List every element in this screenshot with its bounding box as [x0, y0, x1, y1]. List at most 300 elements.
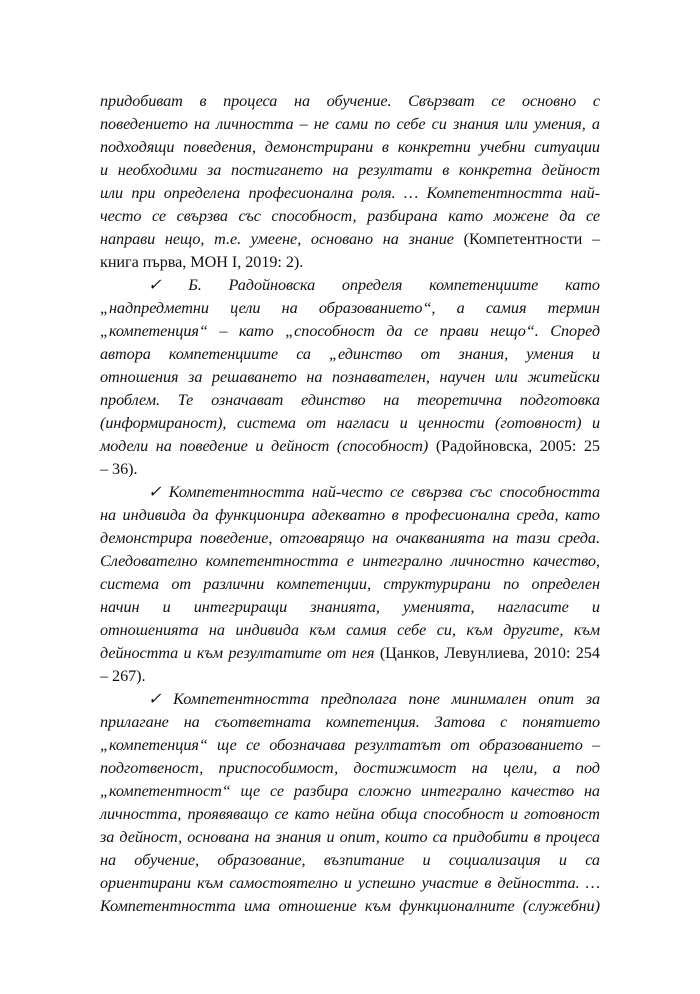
word: интегриращи [193, 598, 288, 616]
word: процеса [545, 828, 600, 846]
word: (Компетентности [463, 230, 583, 248]
word: на [155, 437, 172, 455]
word: – [591, 736, 600, 754]
word: понятието [522, 713, 600, 731]
word: резултатът [354, 736, 441, 754]
word: означават [211, 391, 284, 409]
word: участие [421, 874, 479, 892]
word: към [573, 621, 600, 639]
word: а [591, 115, 600, 133]
word: „компетенция“ [100, 322, 208, 340]
word: или [504, 115, 528, 133]
word: на [583, 782, 600, 800]
text-line [100, 90, 600, 113]
word: в [533, 828, 541, 846]
word: като [448, 207, 484, 225]
word: личността [216, 115, 294, 133]
word: единство [301, 391, 366, 409]
word: от [450, 736, 470, 754]
word: приспособимост, [218, 759, 339, 777]
word: компетенциите [429, 276, 539, 294]
word: система [100, 575, 160, 593]
word: на [471, 759, 488, 777]
word: „единство [329, 345, 403, 363]
word: структурирани [383, 575, 491, 593]
word: прави [439, 322, 479, 340]
word: 2005: [539, 437, 577, 455]
word: поведение [179, 437, 248, 455]
text-line [100, 757, 600, 780]
text-line [100, 780, 600, 803]
word: образованието“, [318, 299, 436, 317]
word: знанията, [310, 598, 380, 616]
word: не [313, 115, 329, 133]
word: познавателен, [331, 368, 430, 386]
word: придобити [452, 828, 529, 846]
word: на [332, 161, 349, 179]
word: Те [177, 391, 194, 409]
word: социализация [448, 851, 541, 869]
text-line [100, 458, 600, 481]
word: процеса [223, 92, 278, 110]
word: на [208, 621, 225, 639]
word: да [192, 506, 209, 524]
text-line [100, 573, 600, 596]
checkmark-icon: ✓ [148, 276, 162, 294]
word: „компетентност“ [100, 782, 231, 800]
text-line [100, 872, 600, 895]
text-line [100, 895, 600, 918]
word: нещо, [164, 230, 205, 248]
word: можене [493, 207, 549, 225]
word: – [100, 667, 109, 685]
word: I, [231, 253, 242, 271]
body-text [100, 90, 600, 918]
text-line [100, 734, 600, 757]
text-line [100, 803, 600, 826]
word: решаването [211, 368, 297, 386]
word: (служебни) [522, 897, 600, 915]
word: най- [570, 184, 600, 202]
word: от [420, 345, 441, 363]
word: се [270, 782, 285, 800]
word: Компетентността [168, 483, 305, 501]
word: … [403, 184, 419, 202]
word: под [575, 759, 600, 777]
text-line [100, 366, 600, 389]
word: личността, [100, 805, 182, 823]
text-line [100, 596, 600, 619]
word: и [343, 874, 352, 892]
text-line [100, 826, 600, 849]
word: нея [351, 644, 375, 662]
word: книга [100, 253, 139, 271]
word: на [293, 92, 310, 110]
word: дейността [100, 644, 179, 662]
text-line [100, 711, 600, 734]
word: функционалните [399, 897, 515, 915]
word: към [364, 897, 391, 915]
word: в [484, 874, 492, 892]
word: опит, [339, 828, 380, 846]
word: (информираност), [100, 414, 227, 432]
word: Затова [434, 713, 486, 731]
word: дейност [271, 437, 330, 455]
word: е [346, 552, 354, 570]
word: обозначава [269, 736, 346, 754]
word: на [383, 391, 400, 409]
word: към [466, 621, 493, 639]
word: са [296, 345, 311, 363]
word: Компетентността [426, 184, 563, 202]
word: резултати [358, 161, 433, 179]
word: готовност [524, 805, 600, 823]
word: на [194, 115, 211, 133]
word: дейност [541, 161, 600, 179]
word: поведения, [183, 138, 256, 156]
text-line [100, 297, 600, 320]
word: като [565, 276, 600, 294]
word: основана [187, 828, 250, 846]
word: често [100, 207, 142, 225]
word: интегрално [421, 782, 502, 800]
word: самостоятелно [229, 874, 338, 892]
text-line [100, 228, 600, 251]
word: и [100, 161, 109, 179]
word: се [491, 92, 506, 110]
word: достижимост [353, 759, 457, 777]
word: термин [547, 299, 600, 317]
word: обща [380, 805, 418, 823]
word: – [299, 115, 308, 133]
word: успешно [357, 874, 416, 892]
word: научен [439, 368, 486, 386]
word: система [236, 414, 296, 432]
word: самия [485, 299, 527, 317]
word: от [306, 414, 327, 432]
word: и [591, 598, 600, 616]
word: адекватно [311, 506, 386, 524]
word: подходящи [100, 138, 175, 156]
word: отношение [278, 897, 357, 915]
word: подготовка [519, 391, 600, 409]
word: компетенциите [168, 345, 279, 363]
text-line [100, 527, 600, 550]
word: проявяващо [187, 805, 269, 823]
word: поне [408, 690, 440, 708]
word: нейна [335, 805, 375, 823]
word: различни [203, 575, 265, 593]
word: начин [100, 598, 140, 616]
word: (способност) [336, 437, 429, 455]
word: и [558, 851, 567, 869]
word: теоретична [417, 391, 503, 409]
word: дейността. [497, 874, 580, 892]
word: житейски [527, 368, 600, 386]
checkmark-icon: ✓ [148, 483, 162, 501]
word: с [500, 713, 508, 731]
word: способност [423, 805, 504, 823]
word: цели, [503, 759, 538, 777]
word: ще [240, 782, 261, 800]
word: роля. [361, 184, 396, 202]
word: знание [408, 230, 454, 248]
word: нагласи [336, 414, 390, 432]
word: способност, [271, 207, 357, 225]
word: към [197, 874, 224, 892]
word: са [432, 828, 448, 846]
word: опит [538, 690, 575, 708]
word: умения, [534, 115, 586, 133]
word: нещо“. [490, 322, 539, 340]
word: се [585, 207, 600, 225]
word: на [281, 299, 298, 317]
text-line [100, 412, 600, 435]
word: Според [550, 322, 600, 340]
word: се [151, 207, 167, 225]
text-line [100, 504, 600, 527]
word: и [255, 437, 264, 455]
word: умения [526, 345, 574, 363]
word: себе [396, 115, 426, 133]
word: на [382, 230, 399, 248]
word: ще [217, 736, 237, 754]
word: качество, [532, 552, 600, 570]
word: необходими [117, 161, 198, 179]
text-line [100, 320, 600, 343]
word: самия [346, 621, 387, 639]
word: Б. [188, 276, 202, 294]
word: и [326, 828, 335, 846]
word: подготвеност, [100, 759, 204, 777]
word: възпитание [323, 851, 405, 869]
word: си, [436, 621, 456, 639]
word: ситуации [534, 138, 600, 156]
word: проблем. [100, 391, 161, 409]
text-line [100, 159, 600, 182]
word: определен [531, 575, 600, 593]
word: конкретни [397, 138, 471, 156]
word: в [391, 506, 399, 524]
word: а [456, 299, 465, 317]
word: ориентирани [100, 874, 192, 892]
word: образованието [479, 736, 583, 754]
word: по [503, 575, 520, 593]
word: обучение, [134, 851, 200, 869]
word: Радойновска [228, 276, 316, 294]
word: – [219, 322, 228, 340]
text-line [100, 113, 600, 136]
word: като [238, 322, 274, 340]
word: индивида [122, 506, 186, 524]
word: компетенции, [276, 575, 371, 593]
word: отговарящо [279, 529, 365, 547]
text-line [100, 205, 600, 228]
word: прилагане [100, 713, 169, 731]
text-line [100, 688, 600, 711]
word: функционира [215, 506, 305, 524]
word: придобиват [100, 92, 183, 110]
text-line [100, 849, 600, 872]
word: и [591, 345, 600, 363]
word: на [100, 506, 117, 524]
word: поведение, [199, 529, 273, 547]
word: се [245, 736, 260, 754]
word: – [591, 230, 600, 248]
word: или [100, 184, 124, 202]
word: определена [163, 184, 241, 202]
word: да [559, 207, 576, 225]
word: отношения [100, 368, 179, 386]
word: основно [521, 92, 577, 110]
word: т.е. [214, 230, 242, 248]
word: за [188, 368, 203, 386]
word: уменията, [402, 598, 475, 616]
word: от [326, 644, 347, 662]
word: среда. [557, 529, 600, 547]
word: поведението [100, 115, 188, 133]
word: 2). [285, 253, 304, 271]
text-line [100, 251, 600, 274]
word: … [585, 874, 600, 892]
word: МОН [190, 253, 228, 271]
word: знания [452, 115, 499, 133]
word: най-често [311, 483, 383, 501]
word: тази [516, 529, 551, 547]
word: при [131, 184, 156, 202]
word: среда, [516, 506, 559, 524]
word: индивида [235, 621, 299, 639]
word: очакванията [395, 529, 485, 547]
word: на [372, 529, 389, 547]
word: на [306, 368, 323, 386]
word: се [389, 483, 404, 501]
word: като [565, 506, 600, 524]
text-line [100, 343, 600, 366]
word: себе [397, 621, 427, 639]
word: с [592, 92, 600, 110]
word: Свързват [408, 92, 475, 110]
word: дейност, [119, 828, 183, 846]
word: разбирана [367, 207, 438, 225]
word: резултатите [228, 644, 322, 662]
word: (готовност) [495, 414, 582, 432]
word: умеене, [250, 230, 302, 248]
word: „надпредметни [100, 299, 209, 317]
word: си [431, 115, 447, 133]
word: 254 [575, 644, 600, 662]
text-line [100, 665, 600, 688]
text-line [100, 389, 600, 412]
word: разбира [293, 782, 349, 800]
word: по [374, 115, 391, 133]
word: за [100, 828, 115, 846]
word: в [381, 138, 389, 156]
word: или [494, 368, 518, 386]
word: – [100, 460, 109, 478]
word: сложно [358, 782, 412, 800]
word: се [274, 805, 289, 823]
word: към [309, 621, 336, 639]
word: знания [275, 828, 322, 846]
word: нагласите [497, 598, 569, 616]
word: компетентността [205, 552, 339, 570]
word: „компетенция“ [100, 736, 208, 754]
word: в [199, 92, 207, 110]
text-line [100, 435, 600, 458]
word: предполага [320, 690, 397, 708]
word: със [238, 207, 261, 225]
word: на [183, 713, 200, 731]
word: за [206, 161, 222, 179]
word: цели [230, 299, 261, 317]
word: а [552, 759, 561, 777]
word: отношенията [100, 621, 199, 639]
word: Компетентността [100, 897, 236, 915]
word: обучение. [326, 92, 392, 110]
word: са [585, 851, 600, 869]
word: 36). [112, 460, 138, 478]
text-line [100, 619, 600, 642]
word: Следователно [100, 552, 198, 570]
word: от [171, 575, 192, 593]
word: на [492, 529, 509, 547]
word: в [442, 161, 450, 179]
word: компетенция. [325, 713, 420, 731]
word: качество [511, 782, 575, 800]
word: и [162, 598, 171, 616]
word: сами [335, 115, 369, 133]
word: другите, [503, 621, 564, 639]
word: 25 [583, 437, 600, 455]
word: 2019: [245, 253, 282, 271]
word: към [196, 644, 224, 662]
word: на [100, 851, 117, 869]
word: със [469, 483, 493, 501]
word: Левунлиева, [444, 644, 529, 662]
text-line [100, 182, 600, 205]
word: образование, [217, 851, 306, 869]
word: 267). [112, 667, 146, 685]
word: има [243, 897, 271, 915]
word: конкретна [458, 161, 532, 179]
word: професионална [405, 506, 510, 524]
word: способността [499, 483, 600, 501]
word: да [386, 322, 403, 340]
checkmark-icon: ✓ [148, 690, 162, 708]
word: (Радойновска, [435, 437, 533, 455]
word: личностно [450, 552, 525, 570]
word: демонстрирани [264, 138, 374, 156]
word: свързва [411, 483, 463, 501]
word: и [591, 414, 600, 432]
word: свързва [176, 207, 228, 225]
word: които [384, 828, 428, 846]
word: направи [100, 230, 156, 248]
word: „способност [285, 322, 375, 340]
word: първа, [142, 253, 187, 271]
word: автора [100, 345, 151, 363]
word: на [254, 828, 271, 846]
word: определя [341, 276, 403, 294]
word: демонстрира [100, 529, 193, 547]
word: минимален [451, 690, 527, 708]
word: основано [310, 230, 374, 248]
word: 2010: [533, 644, 571, 662]
word: интегрално [362, 552, 443, 570]
text-line [100, 642, 600, 665]
word: съответната [214, 713, 311, 731]
